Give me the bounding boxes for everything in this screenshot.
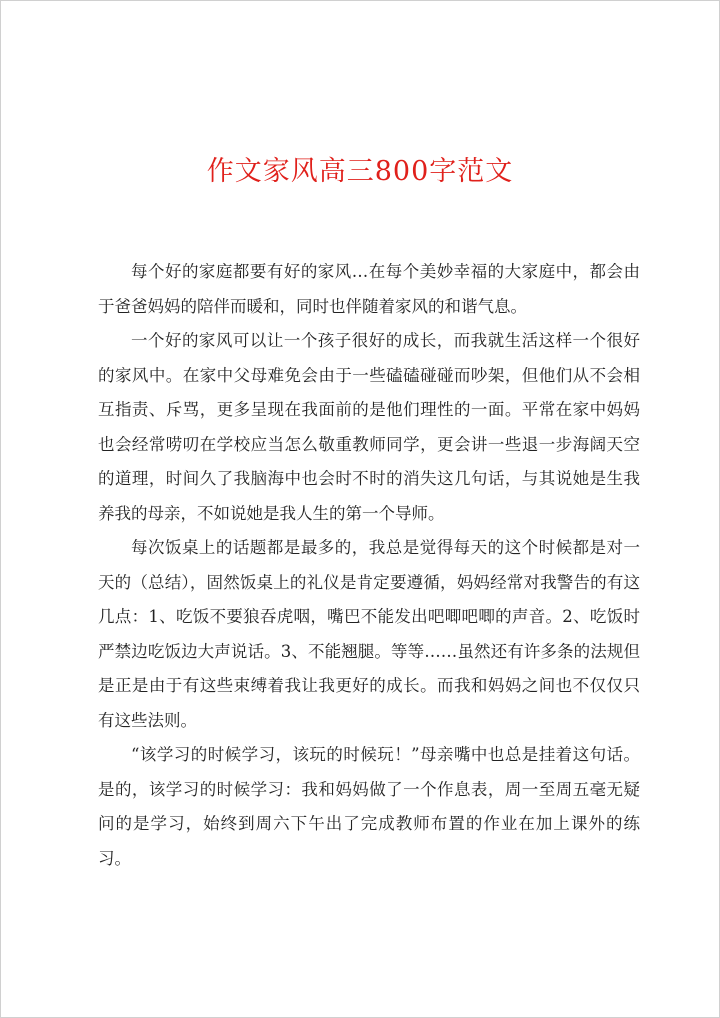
paragraph: 每次饭桌上的话题都是最多的，我总是觉得每天的这个时候都是对一天的（总结），固然饭桌上的礼仪是肯定要遵循，妈妈经常对我警告的有这几点：1、吃饭不要狼吞虎咽，嘴巴不能发出吧唧吧唧的声音。2、吃饭时严禁边吃饭边大声说话。3、不能翘腿。等等……虽然还有许多条的法规但是正是由于有这些束缚着我让我更好的成长。而我和妈妈之间也不仅仅只有这些法则。: [98, 538, 640, 730]
document-title: 作文家风高三800字范文: [206, 156, 514, 187]
paragraph: 一个好的家风可以让一个孩子很好的成长，而我就生活这样一个很好的家风中。在家中父母难免会由于一些磕磕碰碰而吵架，但他们从不会相互指责、斥骂，更多呈现在我面前的是他们理性的一面。平常在家中妈妈也会经常唠叨在学校应当怎么敬重教师同学，更会讲一些退一步海阔天空的道理，时间久了我脑海中也会时不时的消失这几句话，与其说她是生我养我的母亲，不如说她是我人生的第一个导师。: [98, 331, 640, 523]
paragraph: “该学习的时候学习，该玩的时候玩！”母亲嘴中也总是挂着这句话。是的，该学习的时候学习：我和妈妈做了一个作息表，周一至周五毫无疑问的是学习，始终到周六下午出了完成教师布置的作业在加上课外的练习。: [98, 745, 640, 868]
paragraph: 每个好的家庭都要有好的家风…在每个美妙幸福的大家庭中，都会由于爸爸妈妈的陪伴而暖和，同时也伴随着家风的和谐气息。: [98, 262, 640, 316]
document-body: [98, 255, 640, 876]
